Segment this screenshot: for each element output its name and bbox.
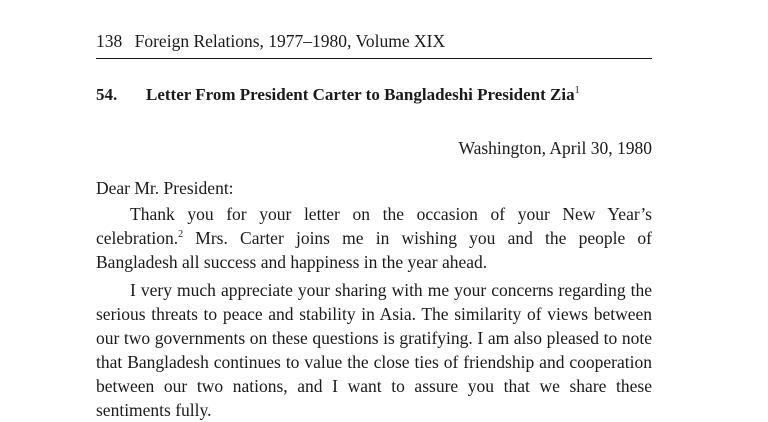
- document-number: 54.: [96, 85, 118, 104]
- running-head: [96, 31, 652, 52]
- footnote-marker-2[interactable]: 2: [178, 229, 184, 240]
- page-number: 138: [96, 31, 123, 51]
- paragraph-1: Thank you for your letter on the occasion of your New Year’s celebration.$^2$ Mrs. Carter joins me in wishing you and the people of Bangladesh all success and happiness in the year ahead.: [96, 204, 652, 272]
- dateline: Washington, April 30, 1980: [458, 138, 652, 158]
- header-rule: [96, 58, 652, 59]
- document-heading: [96, 85, 652, 105]
- letter-body: [96, 176, 652, 422]
- title-footnote-marker[interactable]: 1: [574, 85, 580, 96]
- salutation: Dear Mr. President:: [96, 178, 234, 198]
- document-title: Letter From President Carter to Bangladeshi President Zia: [146, 85, 575, 104]
- volume-title: Foreign Relations, 1977–1980, Volume XIX: [134, 31, 446, 51]
- paragraph-2: I very much appreciate your sharing with me your concerns regarding the serious threats to peace and stability in Asia. The similarity of views between our two governments on these questions is gratifying. I am also pleased to note that Bangladesh continues to value the close ties of friendship and cooperation between our two nations, and I want to assure you that we share these sentiments fully.: [96, 280, 652, 420]
